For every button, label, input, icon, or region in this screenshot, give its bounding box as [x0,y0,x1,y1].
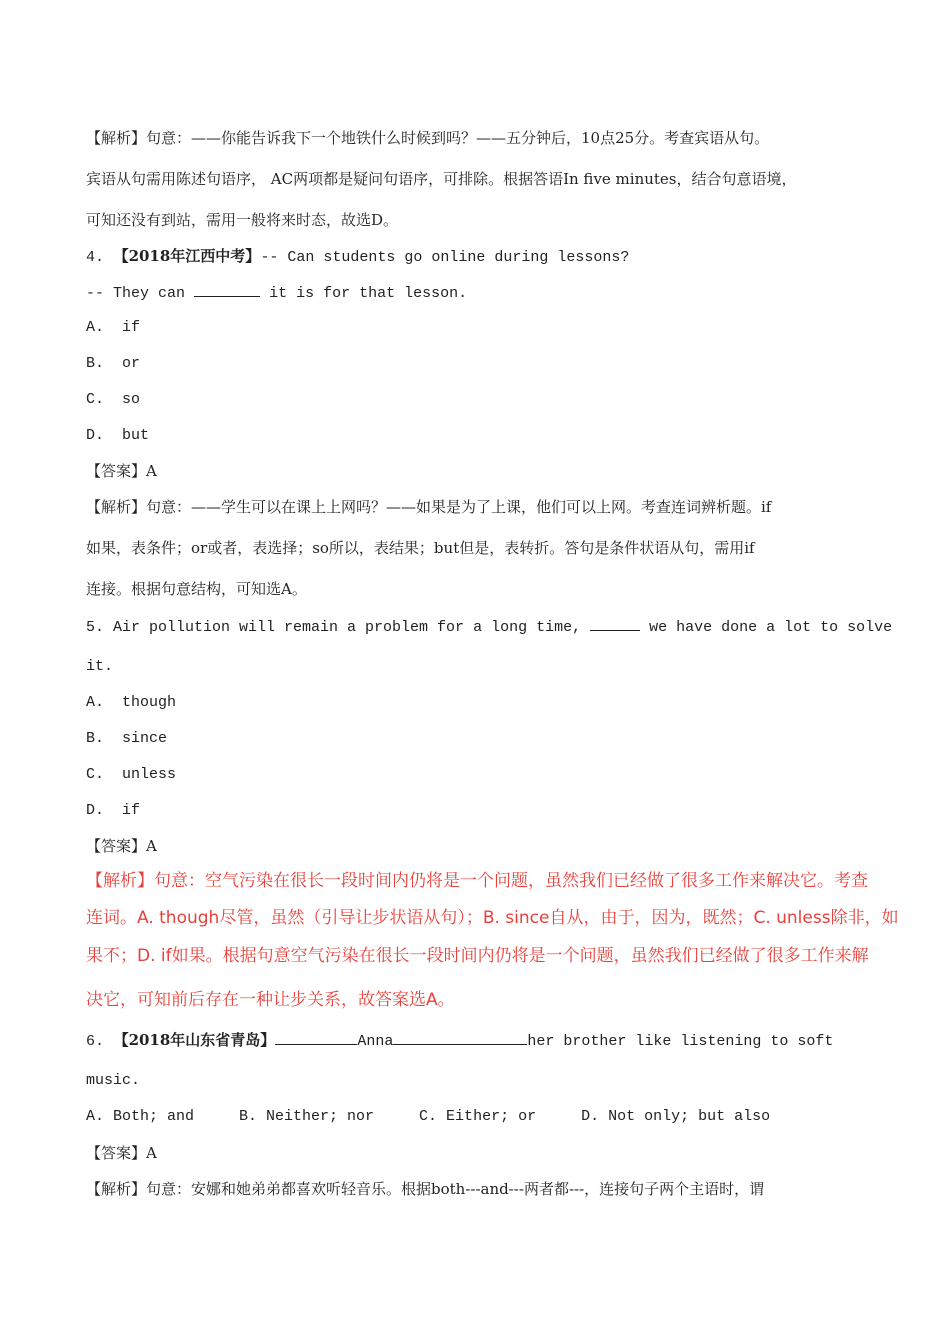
q6-stem-line-1 [86,1030,833,1052]
q4-blank [194,282,260,297]
q6-analysis-line-1: 【解析】句意：安娜和她弟弟都喜欢听轻音乐。根据both---and---两者都---，连接句子两个主语时，谓 [86,1180,765,1198]
q4-option-a: A. if [86,319,141,336]
q4-option-c: C. so [86,391,141,408]
q5-option-a: A. though [86,694,177,711]
q3-analysis-line-3: 可知还没有到站，需用一般将来时态，故选D。 [86,211,399,229]
q5-stem-line-2: it. [86,658,114,675]
q6-options: A. Both; and B. Neither; nor C. Either; or D. Not only; but also [86,1108,771,1125]
q4-stem-1: -- Can students go online during lessons? [260,249,630,266]
q6-blank-1 [275,1030,357,1045]
q6-stem-line-2: music. [86,1072,141,1089]
q5-analysis-line-4: 决它，可知前后存在一种让步关系，故答案选A。 [86,990,455,1010]
q4-option-b: B. or [86,355,141,372]
q5-option-b: B. since [86,730,168,747]
q6-source: 【2018年山东省青岛】 [113,1031,276,1049]
q4-analysis-line-1: 【解析】句意：——学生可以在课上上网吗？——如果是为了上课，他们可以上网。考查连词辨析题。if [86,498,772,516]
q6-blank-2 [393,1030,527,1045]
q3-analysis-line-1: 【解析】句意：——你能告诉我下一个地铁什么时候到吗？——五分钟后，10点25分。考查宾语从句。 [86,129,770,147]
q6-stem-1b: her brother like listening to soft [527,1033,834,1050]
q6-number: 6. [86,1033,105,1050]
q3-analysis-line-2: 宾语从句需用陈述句语序， AC两项都是疑问句语序，可排除。根据答语In five minutes，结合句意语境， [86,170,797,188]
q5-stem-1a: 5. Air pollution will remain a problem for a long time, [86,619,582,636]
q4-stem-line-2 [86,282,467,304]
q4-analysis-line-2: 如果，表条件；or或者，表选择；so所以，表结果；but但是，表转折。答句是条件状语从句，需用if [86,539,755,557]
q4-number: 4. [86,249,105,266]
q4-stem-line-1 [86,246,629,268]
q5-analysis-line-2: 连词。A. though尽管，虽然（引导让步状语从句）；B. since自从，由于，因为，既然；C. unless除非，如 [86,908,899,928]
q5-option-c: C. unless [86,766,177,783]
q5-stem-line-1 [86,616,892,638]
q4-answer: 【答案】A [86,462,157,480]
q4-option-d: D. but [86,427,150,444]
q5-analysis-line-3: 果不；D. if如果。根据句意空气污染在很长一段时间内仍将是一个问题，虽然我们已经做了很多工作来解 [86,946,869,966]
q6-anna: Anna [357,1033,394,1050]
q6-answer: 【答案】A [86,1144,157,1162]
q4-stem-2b: it is for that lesson. [269,285,468,302]
q5-stem-1b: we have done a lot to solve [649,619,893,636]
q4-stem-2a: -- They can [86,285,186,302]
q5-blank [590,616,640,631]
q5-analysis-line-1: 【解析】句意：空气污染在很长一段时间内仍将是一个问题，虽然我们已经做了很多工作来解决它。考查 [86,871,868,891]
q4-source: 【2018年江西中考】 [113,247,261,265]
q5-answer: 【答案】A [86,837,157,855]
q4-analysis-line-3: 连接。根据句意结构，可知选A。 [86,580,307,598]
q5-option-d: D. if [86,802,141,819]
